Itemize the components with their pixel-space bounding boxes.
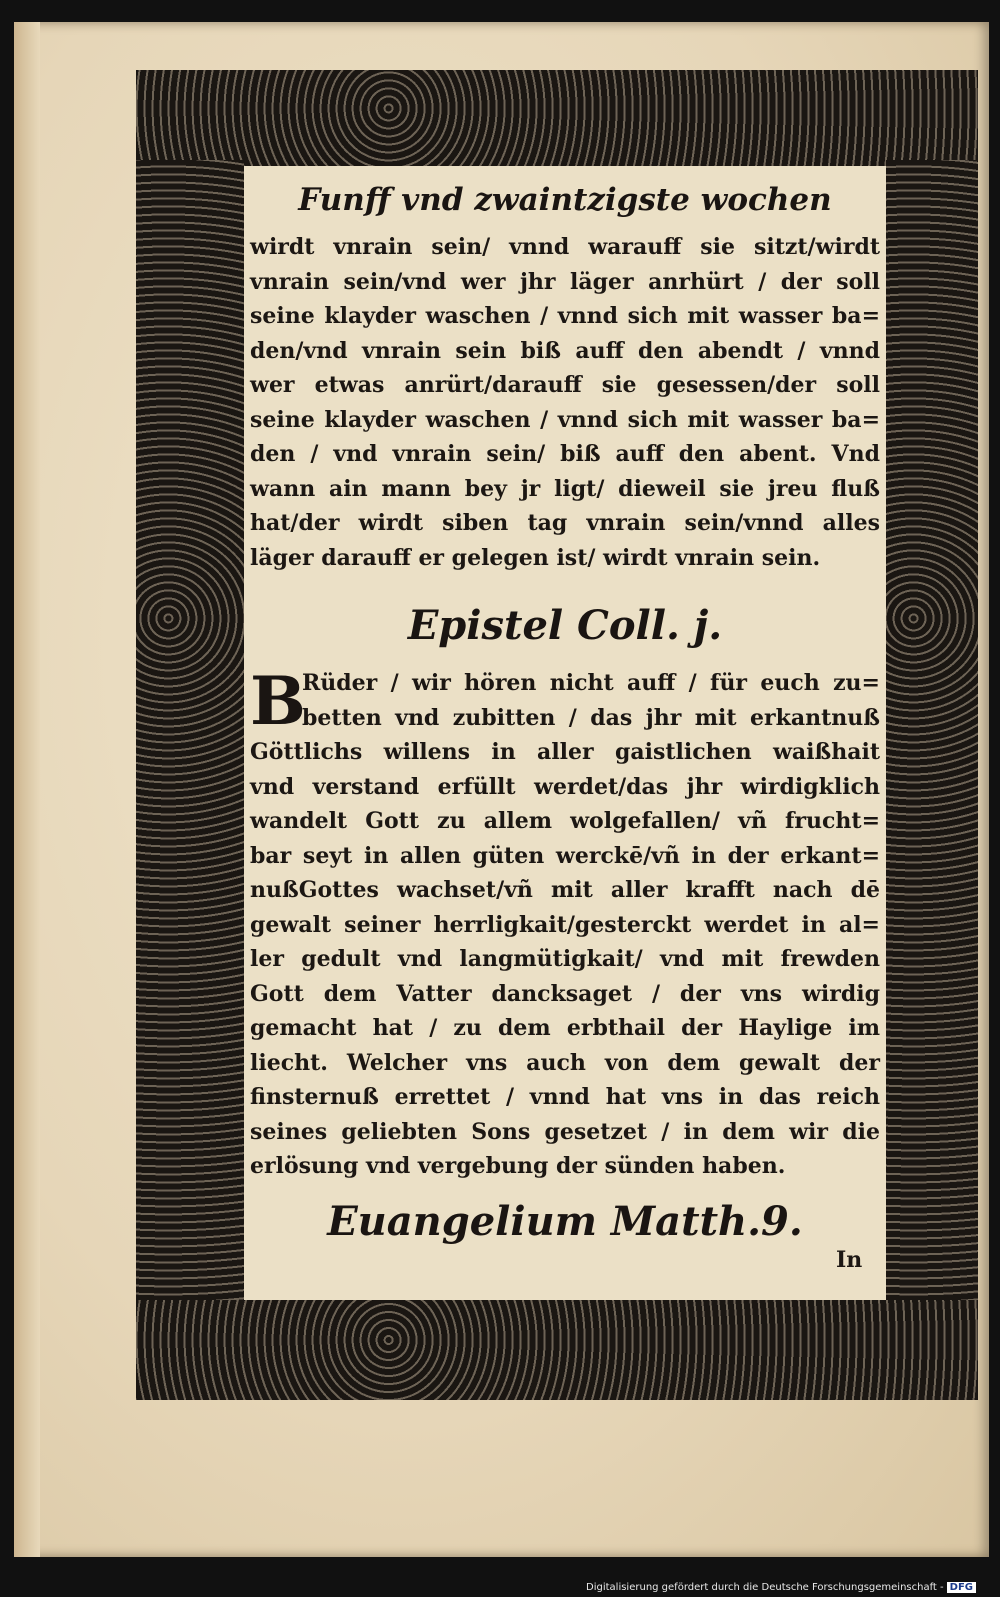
text-line: seine klayder waschen / vnnd sich mit wasser ba=: [250, 303, 880, 329]
text-line: betten vnd zubitten / das jhr mit erkantnuß: [302, 704, 880, 731]
text-line: finsternuß errettet / vnnd hat vns in das reich: [250, 1084, 880, 1110]
footer-text: Digitalisierung gefördert durch die Deutsche Forschungsgemeinschaft -: [586, 1582, 944, 1593]
text-line: liecht. Welcher vns auch von dem gewalt der: [250, 1049, 880, 1076]
epistle-text: [250, 662, 880, 1184]
text-line: vnd verstand erfüllt werdet/das jhr wirdigklich: [250, 773, 880, 800]
running-head: Funff vnd zwaintzigste wochen: [298, 182, 832, 218]
text-line: Gott dem Vatter dancksaget / der vns wirdig: [250, 980, 880, 1007]
passage-text: [250, 230, 880, 575]
text-line: den / vnd vnrain sein/ biß auff den abent. Vnd: [250, 441, 880, 467]
text-line: gewalt seiner herrligkait/gesterckt werdet in al=: [250, 911, 880, 938]
text-line: erlösung vnd vergebung der sünden haben.: [250, 1153, 786, 1179]
text-line: wandelt Gott zu allem wolgefallen/ vñ frucht=: [250, 808, 880, 834]
text-line: Göttlichs willens in aller gaistlichen waißhait: [250, 739, 880, 765]
text-line: seine klayder waschen / vnnd sich mit wasser ba=: [250, 406, 880, 433]
woodcut-border-right: [886, 160, 978, 1306]
woodcut-border-bottom: [136, 1300, 978, 1400]
text-line: Rüder / wir hören nicht auff / für euch zu=: [302, 670, 880, 696]
text-line: läger darauff er gelegen ist/ wirdt vnrain sein.: [250, 544, 821, 571]
footer-credit: [586, 1582, 976, 1593]
text-line: wann ain mann bey jr ligt/ dieweil sie jreu fluß: [250, 475, 880, 502]
text-line: gemacht hat / zu dem erbthail der Haylige im: [250, 1015, 880, 1041]
text-line: ler gedult vnd langmütigkait/ vnd mit frewden: [250, 946, 880, 972]
drop-cap: B: [250, 662, 306, 740]
catchword: In: [836, 1247, 863, 1273]
text-line: wer etwas anrürt/darauff sie gesessen/der soll: [250, 372, 880, 398]
text-line: bar seyt in allen güten werckē/vñ in der erkant=: [250, 842, 880, 869]
text-line: wirdt vnrain sein/ vnnd warauff sie sitzt/wirdt: [250, 234, 880, 260]
page-edge: [14, 22, 40, 1557]
text-line: nußGottes wachset/vñ mit aller krafft nach dē: [250, 877, 880, 903]
epistle-heading: Epistel Coll. j.: [407, 602, 723, 649]
text-line: seines geliebten Sons gesetzet / in dem wir die: [250, 1118, 880, 1145]
gospel-heading: Euangelium Matth.9.: [327, 1198, 803, 1245]
woodcut-border-left: [136, 160, 244, 1306]
text-line: den/vnd vnrain sein biß auff den abendt / vnnd: [250, 337, 880, 364]
text-line: hat/der wirdt siben tag vnrain sein/vnnd alles: [250, 510, 880, 536]
dfg-logo: DFG: [947, 1582, 976, 1593]
woodcut-border-top: [136, 70, 978, 166]
text-line: vnrain sein/vnd wer jhr läger anrhürt / der soll: [250, 268, 880, 295]
